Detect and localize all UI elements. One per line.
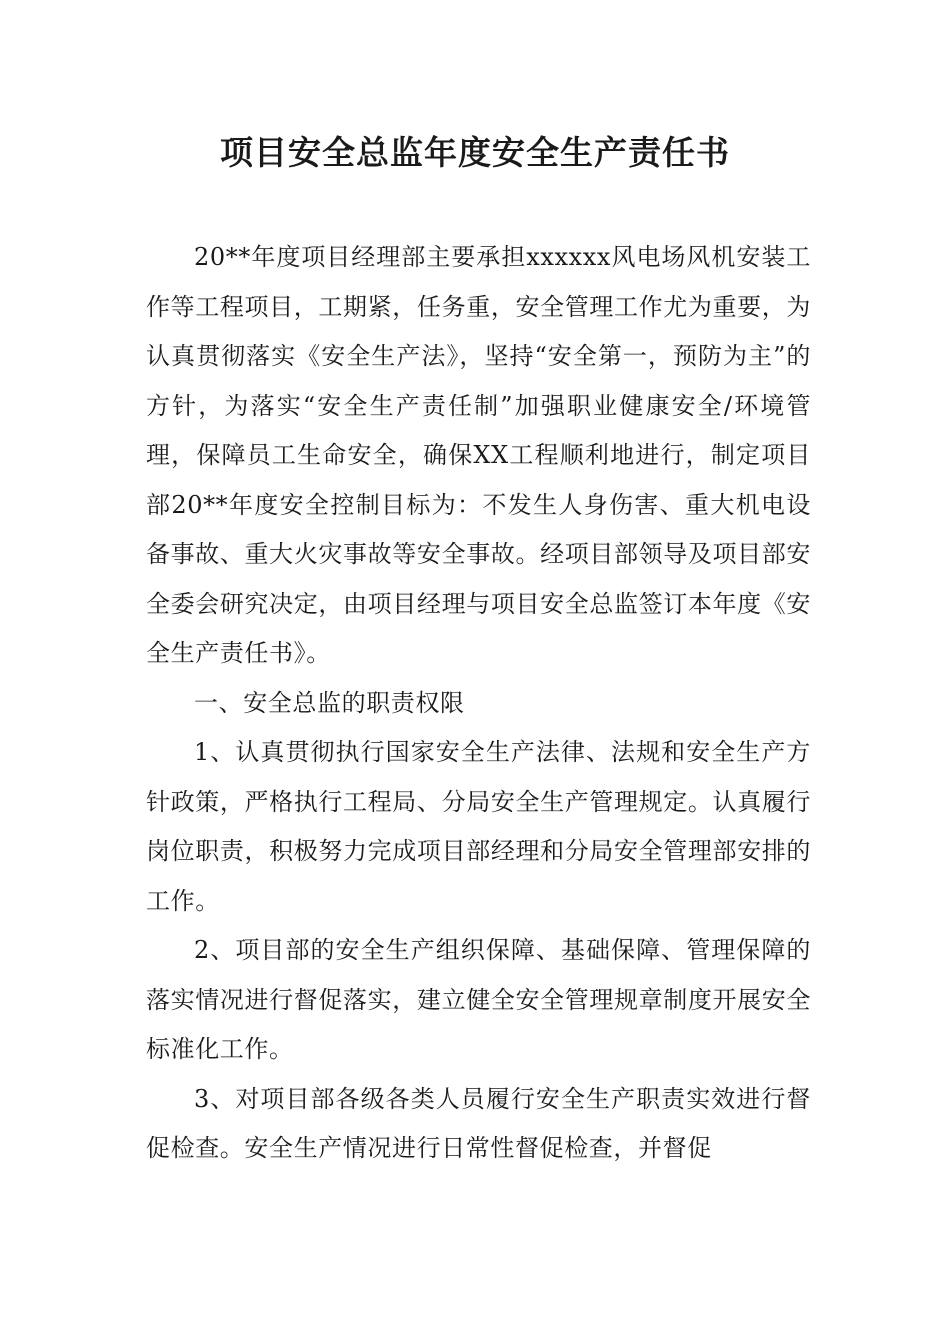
duty-item-1: 1、认真贯彻执行国家安全生产法律、法规和安全生产方针政策，严格执行工程局、分局安全生产管理规定。认真履行岗位职责，积极努力完成项目部经理和分局安全管理部安排的工作。	[146, 738, 811, 915]
duty-item-3: 3、对项目部各级各类人员履行安全生产职责实效进行督促检查。安全生产情况进行日常性督促检查，并督促	[146, 1084, 811, 1162]
intro-paragraph: 20**年度项目经理部主要承担xxxxxx风电场风机安装工作等工程项目，工期紧，任务重，安全管理工作尤为重要，为认真贯彻落实《安全生产法》，坚持“安全第一，预防为主”的方针，为落实“安全生产责任制”加强职业健康安全/环境管理，保障员工生命安全，确保XX工程顺利地进行，制定项目部20**年度安全控制目标为：不发生人身伤害、重大机电设备事故、重大火灾事故等安全事故。经项目部领导及项目部安全委会研究决定，由项目经理与项目安全总监签订本年度《安全生产责任书》。	[146, 243, 811, 667]
section-heading: 一、安全总监的职责权限	[194, 688, 465, 717]
document-body	[146, 233, 811, 1174]
document-title: 项目安全总监年度安全生产责任书	[220, 133, 730, 172]
duty-item-2: 2、项目部的安全生产组织保障、基础保障、管理保障的落实情况进行督促落实，建立健全安全管理规章制度开展安全标准化工作。	[146, 936, 811, 1063]
